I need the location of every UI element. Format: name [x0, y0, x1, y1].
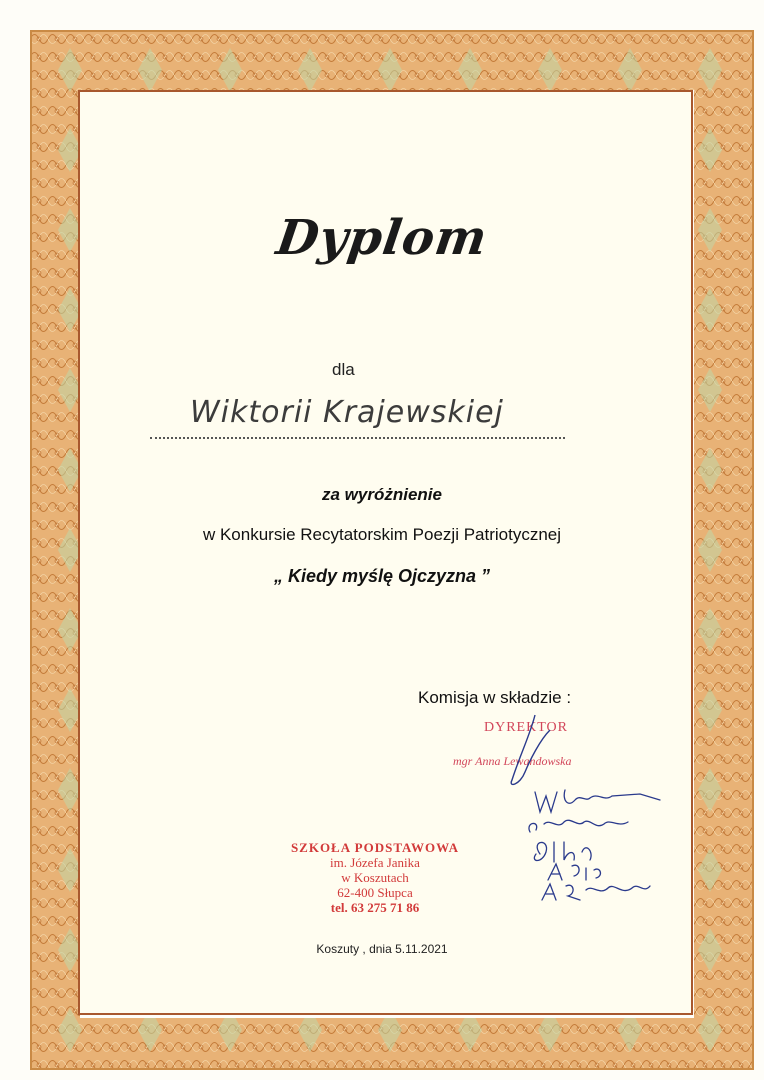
director-stamp-name: mgr Anna Lewandowska: [453, 754, 572, 768]
recipient-name: Wiktorii Krajewskiej: [190, 395, 504, 430]
stamp-line-3: w Koszutach: [341, 870, 409, 885]
committee-label: Komisja w składzie :: [418, 688, 572, 707]
stamp-line-2: im. Józefa Janika: [330, 855, 420, 870]
poem-title: „ Kiedy myślę Ojczyzna ”: [273, 566, 491, 586]
stamp-line-4: 62-400 Słupca: [337, 885, 413, 900]
director-stamp-title: DYREKTOR: [484, 720, 568, 735]
committee-signatures: [520, 780, 690, 910]
award-line: za wyróżnienie: [322, 485, 442, 504]
diploma-title: Dyplom: [273, 210, 491, 266]
stamp-line-1: SZKOŁA PODSTAWOWA: [290, 840, 460, 855]
director-signature: [490, 710, 580, 790]
school-stamp: [280, 840, 470, 915]
issue-date: Koszuty , dnia 5.11.2021: [316, 942, 448, 956]
contest-name: w Konkursie Recytatorskim Poezji Patriotycznej: [202, 525, 562, 544]
recipient-dotted-line: [150, 437, 565, 439]
for-label: dla: [332, 360, 355, 379]
stamp-line-5: tel. 63 275 71 86: [330, 900, 420, 915]
